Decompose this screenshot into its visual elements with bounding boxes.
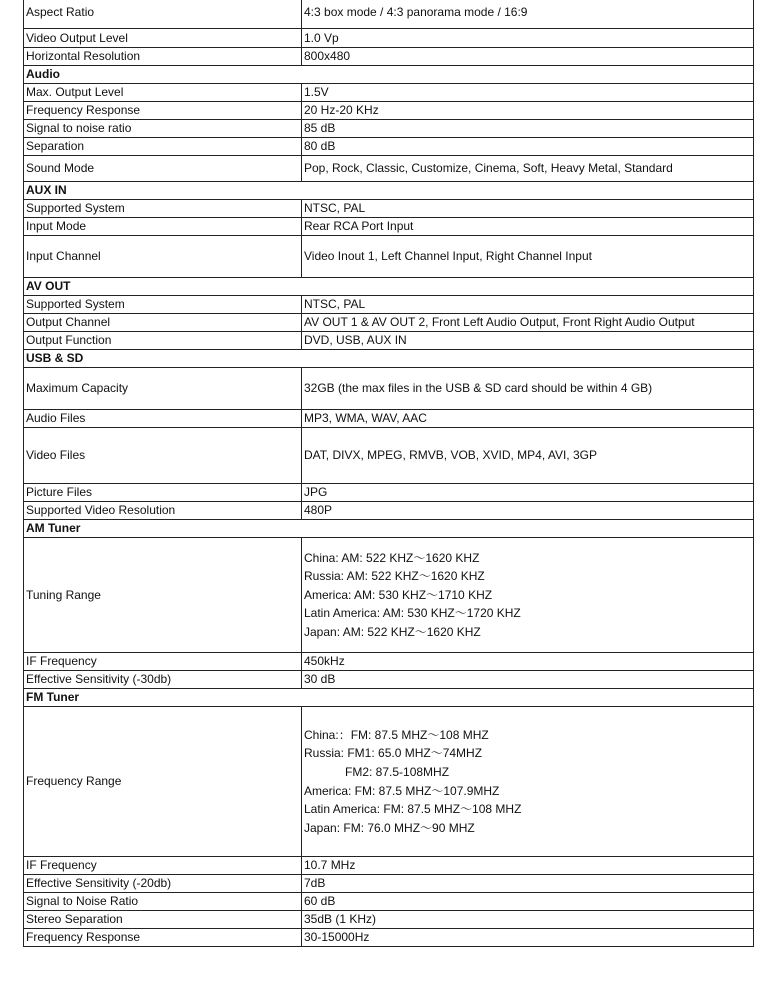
spec-row <box>24 368 754 410</box>
section-heading: USB & SD <box>24 350 754 368</box>
spec-row <box>24 0 754 29</box>
spec-value: NTSC, PAL <box>302 200 754 218</box>
spec-value: DVD, USB, AUX IN <box>302 332 754 350</box>
spec-value-line: FM2: 87.5-108MHZ <box>345 764 450 779</box>
spec-label: Horizontal Resolution <box>24 48 302 66</box>
spec-value-line: Russia: AM: 522 KHZ～1620 KHZ <box>304 569 485 584</box>
spec-value: JPG <box>302 484 754 502</box>
spec-table <box>23 0 754 947</box>
spec-row <box>24 857 754 875</box>
spec-label: IF Frequency <box>24 857 302 875</box>
section-row <box>24 66 754 84</box>
spec-label: Aspect Ratio <box>24 0 302 29</box>
spec-row <box>24 929 754 947</box>
spec-value: MP3, WMA, WAV, AAC <box>302 410 754 428</box>
spec-label: Video Files <box>24 428 302 484</box>
spec-label: Frequency Response <box>24 929 302 947</box>
spec-value: 30-15000Hz <box>302 929 754 947</box>
spec-value: 450kHz <box>302 653 754 671</box>
spec-label: Signal to Noise Ratio <box>24 893 302 911</box>
spec-label: Effective Sensitivity (-30db) <box>24 671 302 689</box>
spec-table-body <box>24 0 754 947</box>
section-row <box>24 520 754 538</box>
spec-value: 4:3 box mode / 4:3 panorama mode / 16:9 <box>302 0 754 29</box>
spec-value: Video Inout 1, Left Channel Input, Right Channel Input <box>302 236 754 278</box>
spec-row <box>24 296 754 314</box>
spec-value-line: China:：FM: 87.5 MHZ～108 MHZ <box>304 727 489 742</box>
spec-row <box>24 48 754 66</box>
spec-value-line: Japan: AM: 522 KHZ～1620 KHZ <box>304 624 481 639</box>
spec-value-line: America: AM: 530 KHZ～1710 KHZ <box>304 587 493 602</box>
spec-row <box>24 875 754 893</box>
spec-value <box>302 538 754 653</box>
spec-label: Max. Output Level <box>24 84 302 102</box>
spec-label: Audio Files <box>24 410 302 428</box>
spec-value: 30 dB <box>302 671 754 689</box>
section-heading: AV OUT <box>24 278 754 296</box>
spec-value: Rear RCA Port Input <box>302 218 754 236</box>
section-row <box>24 350 754 368</box>
spec-value: 32GB (the max files in the USB & SD card should be within 4 GB) <box>302 368 754 410</box>
spec-row <box>24 671 754 689</box>
spec-row <box>24 707 754 857</box>
spec-value: 20 Hz-20 KHz <box>302 102 754 120</box>
spec-row <box>24 138 754 156</box>
spec-row <box>24 538 754 653</box>
spec-value: 80 dB <box>302 138 754 156</box>
section-row <box>24 278 754 296</box>
spec-value: 35dB (1 KHz) <box>302 911 754 929</box>
spec-value: NTSC, PAL <box>302 296 754 314</box>
section-heading: Audio <box>24 66 754 84</box>
spec-label: Maximum Capacity <box>24 368 302 410</box>
spec-row <box>24 120 754 138</box>
spec-value: 60 dB <box>302 893 754 911</box>
spec-row <box>24 484 754 502</box>
spec-row <box>24 911 754 929</box>
spec-label: Supported Video Resolution <box>24 502 302 520</box>
spec-row <box>24 29 754 48</box>
spec-value-line: America: FM: 87.5 MHZ～107.9MHZ <box>304 783 500 798</box>
spec-row <box>24 428 754 484</box>
section-heading: AUX IN <box>24 182 754 200</box>
spec-label: Supported System <box>24 200 302 218</box>
spec-label: Picture Files <box>24 484 302 502</box>
spec-row <box>24 332 754 350</box>
spec-row <box>24 236 754 278</box>
spec-value: AV OUT 1 & AV OUT 2, Front Left Audio Output, Front Right Audio Output <box>302 314 754 332</box>
spec-label: IF Frequency <box>24 653 302 671</box>
spec-label: Frequency Range <box>24 707 302 857</box>
spec-label: Video Output Level <box>24 29 302 48</box>
spec-row <box>24 314 754 332</box>
spec-value: 480P <box>302 502 754 520</box>
spec-row <box>24 653 754 671</box>
spec-label: Frequency Response <box>24 102 302 120</box>
spec-label: Effective Sensitivity (-20db) <box>24 875 302 893</box>
spec-row <box>24 200 754 218</box>
spec-label: Supported System <box>24 296 302 314</box>
spec-row <box>24 84 754 102</box>
spec-value <box>302 707 754 857</box>
spec-label: Input Channel <box>24 236 302 278</box>
spec-row <box>24 156 754 182</box>
spec-label: Tuning Range <box>24 538 302 653</box>
spec-value: 1.0 Vp <box>302 29 754 48</box>
spec-label: Signal to noise ratio <box>24 120 302 138</box>
spec-value-line: China: AM: 522 KHZ～1620 KHZ <box>304 550 480 565</box>
spec-value: Pop, Rock, Classic, Customize, Cinema, Soft, Heavy Metal, Standard <box>302 156 754 182</box>
spec-label: Sound Mode <box>24 156 302 182</box>
spec-row <box>24 218 754 236</box>
spec-value: 10.7 MHz <box>302 857 754 875</box>
spec-value: 85 dB <box>302 120 754 138</box>
spec-row <box>24 410 754 428</box>
spec-label: Output Function <box>24 332 302 350</box>
spec-value-line: Russia: FM1: 65.0 MHZ～74MHZ <box>304 746 483 761</box>
spec-value: DAT, DIVX, MPEG, RMVB, VOB, XVID, MP4, AVI, 3GP <box>302 428 754 484</box>
spec-label: Stereo Separation <box>24 911 302 929</box>
section-heading: AM Tuner <box>24 520 754 538</box>
spec-value-line: Latin America: FM: 87.5 MHZ～108 MHZ <box>304 802 522 817</box>
spec-label: Input Mode <box>24 218 302 236</box>
section-row <box>24 689 754 707</box>
spec-value: 1.5V <box>302 84 754 102</box>
spec-row <box>24 102 754 120</box>
spec-value-line: Latin America: AM: 530 KHZ～1720 KHZ <box>304 606 521 621</box>
spec-row <box>24 502 754 520</box>
section-heading: FM Tuner <box>24 689 754 707</box>
spec-row <box>24 893 754 911</box>
spec-label: Output Channel <box>24 314 302 332</box>
spec-value: 7dB <box>302 875 754 893</box>
spec-value-line: Japan: FM: 76.0 MHZ～90 MHZ <box>304 820 475 835</box>
section-row <box>24 182 754 200</box>
spec-label: Separation <box>24 138 302 156</box>
spec-value: 800x480 <box>302 48 754 66</box>
